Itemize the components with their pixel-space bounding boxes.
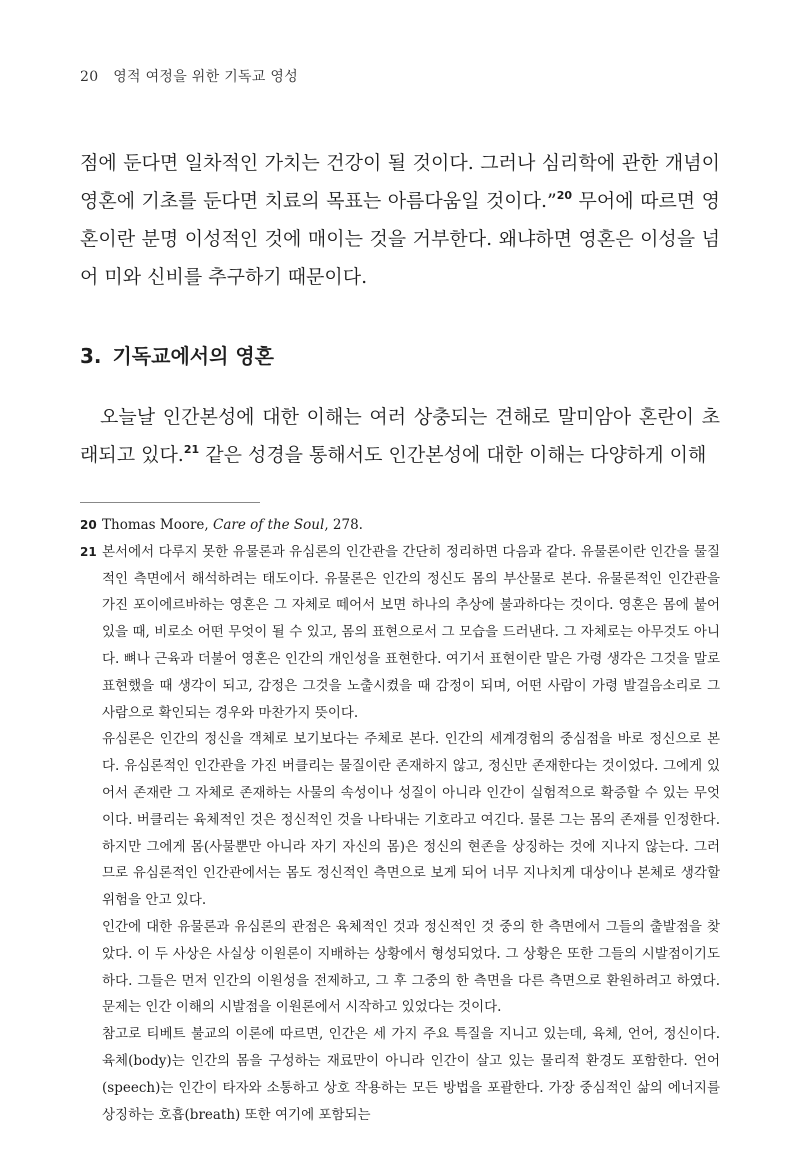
section-heading (80, 340, 274, 369)
running-head-title: 영적 여정을 위한 기독교 영성 (113, 69, 299, 85)
footnotes (80, 512, 720, 1128)
page-number: 20 (80, 69, 99, 85)
footnote-21-paragraph-1: 본서에서 다루지 못한 유물론과 유심론의 인간관을 간단히 정리하면 다음과 같다. 유물론이란 인간을 물질적인 측면에서 해석하려는 태도이다. 유물론은 인간의 정신도 몸의 부산물로 본다. 유물론적인 인간관을 가진 포이에르바하는 영혼은 그 자체로 떼어서 보면 하나의 추상에 불과하다는 것이다. 영혼은 몸에 붙어 있을 때, 비로소 어떤 무엇이 될 수 있고, 몸의 표현으로서 그 모습을 드러낸다. 그 자체로는 아무것도 아니다. 뼈나 근육과 더불어 영혼은 인간의 개인성을 표현한다. 여기서 표현이란 말은 가령 생각은 그것을 말로 표현했을 때 생각이 되고, 감정은 그것을 노출시켰을 때 감정이 되며, 어떤 사람이 가령 발걸음소리로 그 사람으로 확인되는 경우와 마찬가지 뜻이다. (102, 543, 720, 721)
footnote-20-author: Thomas Moore, (102, 517, 213, 533)
paragraph-2-text-a: 오늘날 인간본성에 대한 이해는 여러 상충되는 견해로 말미암아 혼란이 초래되고 있다. (80, 406, 720, 466)
footnote-ref-20[interactable]: 20 (556, 189, 573, 202)
footnote-number: 21 (80, 544, 97, 559)
body-paragraph-2 (80, 398, 720, 474)
footnote-20-book-title: Care of the Soul (213, 517, 325, 533)
section-number: 3. (80, 344, 102, 368)
body-paragraph-1 (80, 144, 720, 296)
section-title: 기독교에서의 영혼 (112, 344, 275, 368)
footnote-21-paragraph-3: 인간에 대한 유물론과 유심론의 관점은 육체적인 것과 정신적인 것 중의 한 측면에서 그들의 출발점을 찾았다. 이 두 사상은 사실상 이원론이 지배하는 상황에서 형성되었다. 그 상황은 또한 그들의 시발점이기도 하다. 그들은 먼저 인간의 이원성을 전제하고, 그 후 그중의 한 측면을 다른 측면으로 환원하려고 하였다. 문제는 인간 이해의 시발점을 이원론에서 시작하고 있었다는 것이다. (102, 918, 720, 1016)
footnote-20-page: , 278. (324, 517, 363, 533)
footnote-divider (80, 502, 260, 503)
running-head (80, 66, 298, 86)
footnote-21 (80, 539, 720, 1129)
footnote-21-paragraph-4: 참고로 티베트 불교의 이론에 따르면, 인간은 세 가지 주요 특질을 지니고 있는데, 육체, 언어, 정신이다. 육체(body)는 인간의 몸을 구성하는 재료만이 아니라 인간이 살고 있는 물리적 환경도 포함한다. 언어(speech)는 인간이 타자와 소통하고 상호 작용하는 모든 방법을 포괄한다. 가장 중심적인 삶의 에너지를 상징하는 호흡(breath) 또한 여기에 포함되는 (102, 1026, 720, 1123)
footnote-20 (80, 512, 720, 539)
paragraph-2-text-b: 같은 성경을 통해서도 인간본성에 대한 이해는 다양하게 이해 (199, 444, 707, 466)
paragraph-1-text-a: 점에 둔다면 일차적인 가치는 건강이 될 것이다. 그러나 심리학에 관한 개념이 영혼에 기초를 둔다면 치료의 목표는 아름다움일 것이다.” (80, 152, 720, 212)
footnote-number: 20 (80, 518, 97, 532)
paragraph-1-text-b: 무어에 따르면 영혼이란 분명 이성적인 것에 매이는 것을 거부한다. 왜냐하면 영혼은 이성을 넘어 미와 신비를 추구하기 때문이다. (80, 190, 720, 288)
footnote-ref-21[interactable]: 21 (183, 443, 200, 456)
footnote-21-paragraph-2: 유심론은 인간의 정신을 객체로 보기보다는 주체로 본다. 인간의 세계경험의 중심점을 바로 정신으로 본다. 유심론적인 인간관을 가진 버클리는 물질이란 존재하지 않고, 정신만 존재한다는 것이었다. 그에게 있어서 존재란 그 자체로 존재하는 사물의 속성이나 성질이 아니라 인간이 실험적으로 확증할 수 있는 무엇이다. 버클리는 육체적인 것은 정신적인 것을 나타내는 기호라고 여긴다. 물론 그는 몸의 존재를 인정한다. 하지만 그에게 몸(사물뿐만 아니라 자기 자신의 몸)은 정신의 현존을 상징하는 것에 지나지 않는다. 그러므로 유심론적인 인간관에서는 몸도 정신적인 측면으로 보게 되어 너무 지나치게 대상이나 본체로 생각할 위험을 안고 있다. (102, 731, 720, 909)
